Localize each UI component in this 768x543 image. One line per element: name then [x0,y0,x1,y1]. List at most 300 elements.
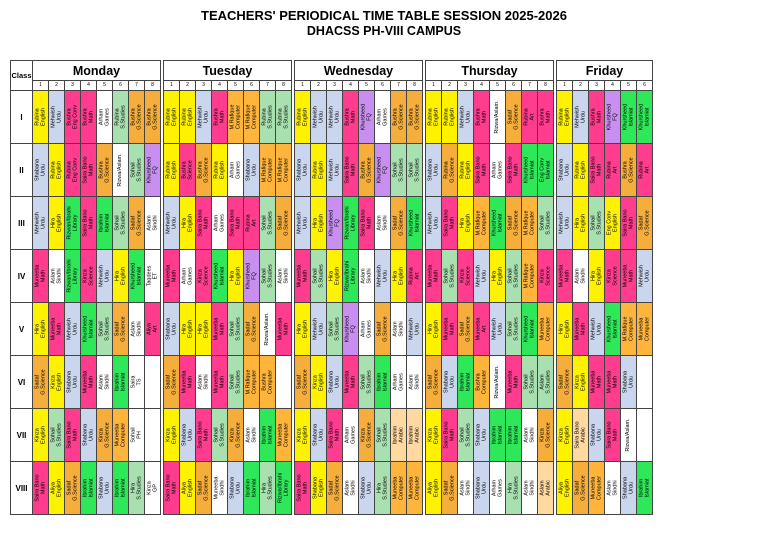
cell-text [575,303,586,356]
cell-text [297,409,308,462]
teacher-name: Muneeba [426,264,433,288]
timetable-cell [605,409,621,462]
timetable-cell [375,197,391,250]
teacher-name: Shabana [65,370,72,394]
timetable-cell [180,144,196,197]
timetable-cell [228,409,244,462]
subject-name: Math [544,110,551,124]
cell-text [246,356,257,409]
subject-name: Math [432,269,439,283]
teacher-name: Ibrahim [458,372,465,392]
subject-name: Islamiat [119,372,126,392]
cell-text [198,144,209,197]
teacher-name: Sadaf [375,321,382,337]
subject-name: FQ [349,325,356,333]
teacher-name: Rubina [212,161,219,179]
teacher-name: Kinza [164,428,171,442]
subject-name: Islamiat [87,478,94,498]
cell-text [182,356,193,409]
cell-text [246,144,257,197]
teacher-name: Kinza [228,428,235,442]
cell-text [67,303,78,356]
cell-text [262,250,273,303]
teacher-name: Khursheed [605,103,612,131]
cell-text [591,250,602,303]
timetable-cell [490,303,506,356]
cell-text [607,356,618,409]
cell-text [182,409,193,462]
timetable-cell [343,197,359,250]
timetable-cell [407,409,423,462]
teacher-name: Sohail [506,268,513,284]
cell-text [166,356,177,409]
cell-text [131,356,142,409]
teacher-name: Sohail [260,268,267,284]
timetable-cell [276,197,292,250]
period-number: 5 [359,81,375,91]
cell-text [591,303,602,356]
subject-name: Urdu [333,111,340,123]
subject-name: Sindhi [528,427,535,443]
period-number: 1 [164,81,180,91]
teacher-name: Shabana [557,158,564,182]
teacher-name: Rizwan/Ibrahi [65,259,72,293]
cell-text [313,250,324,303]
timetable-cell [573,197,589,250]
teacher-name: Rubina [311,161,318,179]
class-row [11,409,653,462]
timetable-cell [212,91,228,144]
teacher-name: M.Rafique [260,157,267,183]
subject-name: English [55,372,62,392]
teacher-name: Sadaf [506,109,513,125]
teacher-name: Muneeba [474,317,481,341]
teacher-name: Arham [391,373,398,391]
cell-text [246,409,257,462]
cell-text [230,462,241,515]
subject-name: Computer [480,210,487,236]
cell-text [607,144,618,197]
cell-text [495,91,501,144]
teacher-name: Hira [375,482,382,494]
timetable-cell [442,409,458,462]
subject-name: Sindhi [349,480,356,496]
cell-text [575,409,586,462]
teacher-name: Saira Bano [81,209,88,237]
subject-name: G.Science [39,369,46,395]
cell-text [508,250,519,303]
subject-name: FQ [381,166,388,174]
period-number: 3 [327,81,343,91]
teacher-name: Kinza [605,269,612,283]
timetable-cell [276,462,292,515]
subject-name: G.Science [512,210,519,236]
cell-text [198,250,209,303]
cell-text [297,462,308,515]
cell-text [35,303,46,356]
timetable-cell [276,356,292,409]
teacher-name: Rubina [33,108,40,126]
subject-name: Islamiat [627,107,634,127]
teacher-name: Hira [180,323,187,335]
cell-text [508,356,519,409]
timetable-cell [49,356,65,409]
cell-text [428,250,439,303]
teacher-name: Shabana [621,476,628,500]
subject-name: Math [333,428,340,442]
day-header-thursday: Thursday [426,61,554,81]
timetable-cell [506,144,522,197]
timetable-cell [65,144,81,197]
cell-text [198,356,209,409]
subject-name: Islamiat [611,319,618,339]
teacher-name: Hira [228,270,235,282]
teacher-name: M.Rafique [244,369,251,395]
timetable-cell [212,303,228,356]
cell-text [428,197,439,250]
cell-text [67,250,78,303]
cell-text [83,250,94,303]
timetable-cell [49,409,65,462]
timetable-cell [474,303,490,356]
subject-name: Math [480,110,487,124]
timetable-cell [458,409,474,462]
teacher-name: Sadaf [458,321,465,337]
cell-text [444,303,455,356]
cell-text [115,250,126,303]
period-number: 2 [442,81,458,91]
teacher-name: Shabana [81,423,88,447]
subject-name: English [170,425,177,445]
timetable-cell [180,197,196,250]
timetable-cell [573,303,589,356]
timetable-cell [260,303,276,356]
timetable-cell [311,91,327,144]
timetable-cell [33,356,49,409]
subject-name: Computer [413,475,420,501]
subject-name: Math [55,322,62,336]
teacher-name: Khursheed [407,209,414,237]
cell-text [345,91,356,144]
timetable-cell [458,250,474,303]
timetable-cell [589,250,605,303]
timetable-cell [637,197,653,250]
timetable-cell [557,250,573,303]
subject-name: Math [282,322,289,336]
cell-text [476,250,487,303]
cell-text [118,144,124,197]
cell-text [313,144,324,197]
cell-text [182,144,193,197]
teacher-name [149,381,155,383]
period-number: 6 [637,81,653,91]
subject-name: Art [611,166,618,174]
subject-name: Games [234,161,241,179]
cell-text [35,462,46,515]
cell-text [329,462,340,515]
timetable-cell [97,144,113,197]
cell-text [345,409,356,462]
subject-name: S.Studies [464,423,471,447]
subject-name: Games [381,108,388,126]
cell-text [492,197,503,250]
cell-text [131,197,142,250]
cell-text [639,91,650,144]
subject-name: Islamiat [512,425,519,445]
teacher-name: Muneeba [343,370,350,394]
subject-name: G.Science [365,157,372,183]
teacher-name: Bushra [180,161,187,179]
timetable-cell [164,409,180,462]
cell-text [67,144,78,197]
timetable-cell [490,356,506,409]
cell-text [492,250,503,303]
teacher-name: Shabana [474,476,481,500]
subject-name: Computer [282,422,289,448]
teacher-name: Shabana [311,476,318,500]
teacher-name: Muneeba [557,264,564,288]
day-header-tuesday: Tuesday [164,61,292,81]
cell-text [409,144,420,197]
cell-text [278,197,289,250]
timetable-cell [311,462,327,515]
cell-text [524,91,535,144]
cell-text [329,356,340,409]
cell-text [166,409,177,462]
timetable-cell [260,356,276,409]
subject-name: English [317,213,324,233]
teacher-name: Bushra [145,108,152,126]
cell-text [297,197,308,250]
cell-text [540,144,551,197]
subject-name: Urdu [595,323,602,335]
subject-name: Math [349,163,356,177]
cell-text [262,409,273,462]
cell-text [444,356,455,409]
cell-text [393,462,404,515]
subject-name: Math [448,322,455,336]
subject-name: Urdu [480,482,487,494]
timetable-cell [490,91,506,144]
timetable-cell [589,144,605,197]
timetable-cell [375,144,391,197]
cell-text [409,250,420,303]
subject-name: S.Studies [413,158,420,182]
subject-name: Sindhi [103,374,110,390]
subject-name: FQ [250,272,257,280]
timetable-cell [164,250,180,303]
cell-text [444,91,455,144]
cell-text [131,250,142,303]
timetable-cell [375,303,391,356]
subject-name: English [317,160,324,180]
teacher-name: Arham [180,267,187,285]
teacher-name: Sohail [228,321,235,337]
period-number: 4 [81,81,97,91]
subject-name: English [202,319,209,339]
cell-text [214,91,225,144]
teacher-name: Khursheed [375,156,382,184]
subject-name: Islamiat [103,213,110,233]
timetable-cell [426,250,442,303]
timetable-cell [442,144,458,197]
subject-name: Computer [250,104,257,130]
teacher-name: Khursheed [327,209,334,237]
subject-name: Urdu [579,111,586,123]
subject-name: S.Studies [234,317,241,341]
timetable-cell [196,356,212,409]
subject-name: Urdu [186,429,193,441]
timetable-cell [605,197,621,250]
timetable-cell [228,197,244,250]
cell-text [281,356,287,409]
cell-text [147,144,158,197]
timetable-cell [621,409,637,462]
class-row [11,91,653,144]
timetable-cell [391,462,407,515]
subject-name: G.Science [448,475,455,501]
timetable-cell [81,91,97,144]
subject-name: Games [365,320,372,338]
teacher-name: Rubina [295,108,302,126]
subject-name: S.Studies [266,476,273,500]
teacher-name: Hira [327,270,334,282]
cell-text [559,462,570,515]
cell-text [99,303,110,356]
subject-name: Urdu [627,376,634,388]
timetable-cell [474,356,490,409]
teacher-name: Shabana [295,158,302,182]
timetable-cell [458,303,474,356]
timetable-cell [426,144,442,197]
subject-name: S.Studies [595,211,602,235]
timetable-cell [522,462,538,515]
teacher-name: Mehwish [407,318,414,340]
cell-text [297,250,308,303]
cell-text [508,197,519,250]
teacher-name: Kinza [33,428,40,442]
timetable [10,60,653,515]
subject-name: Sindhi [202,374,209,390]
subject-name: English [496,266,503,286]
cell-text [428,144,439,197]
subject-name: Library [349,214,356,232]
teacher-name: Muneeba [49,317,56,341]
cell-text [230,91,241,144]
timetable-cell [637,303,653,356]
timetable-cell [295,144,311,197]
teacher-name: Hira [490,270,497,282]
teacher-name: Hira [506,482,513,494]
teacher-name: Ibrahim [506,425,513,445]
period-number: 6 [375,81,391,91]
cell-text [559,144,570,197]
teacher-name: Saira [129,375,136,389]
subject-name: Urdu [480,429,487,441]
cell-text [131,303,142,356]
subject-name: TS [135,378,142,386]
cell-text [198,462,209,515]
timetable-cell [474,197,490,250]
timetable-cell [458,462,474,515]
subject-name: G.Science [381,316,388,342]
teacher-name: Hira [311,217,318,229]
cell-text [214,303,225,356]
cell-text [540,409,551,462]
page-title: TEACHERS' PERIODICAL TIME TABLE SESSION 2025-2026 [201,8,567,23]
period-number: 4 [212,81,228,91]
subject-name: Math [301,269,308,283]
subject-name: S.Studies [218,423,225,447]
teacher-name: Arham [375,108,382,126]
teacher-name: Bushra [474,108,481,126]
teacher-name: Taqdees [145,265,152,287]
cell-text [51,250,62,303]
timetable-cell [426,356,442,409]
teacher-name: Khursheed [81,315,88,343]
cell-text [444,197,455,250]
teacher-name: Aliya [145,323,152,335]
subject-name: S.Studies [381,476,388,500]
subject-name: Urdu [55,111,62,123]
timetable-cell [164,91,180,144]
timetable-cell [407,250,423,303]
timetable-cell [295,250,311,303]
timetable-cell [49,91,65,144]
cell-text [575,144,586,197]
timetable-cell [605,462,621,515]
subject-name: G.Science [365,422,372,448]
teacher-name: Sohail [97,321,104,337]
teacher-name: Muneeba [538,317,545,341]
subject-name: Math [448,428,455,442]
subject-name: English [301,319,308,339]
subject-name: English [39,319,46,339]
timetable-cell [522,144,538,197]
subject-name: Urdu [71,376,78,388]
teacher-name: Saira Bano [343,156,350,184]
subject-name: Urdu [563,217,570,229]
timetable-cell [538,409,554,462]
cell-text [198,409,209,462]
timetable-cell [621,303,637,356]
timetable-cell [49,303,65,356]
teacher-name: M.Rafique [621,316,628,342]
timetable-cell [164,462,180,515]
subject-name: G.Science [234,422,241,448]
cell-text [623,250,634,303]
cell-text [329,409,340,462]
cell-text [524,303,535,356]
timetable-cell [196,462,212,515]
cell-text [540,91,551,144]
subject-name: English [301,425,308,445]
teacher-name: Bushra [474,373,481,391]
teacher-name: Bushra [538,108,545,126]
subject-name: Sindhi [611,480,618,496]
cell-text [230,303,241,356]
subject-name: G.Science [135,104,142,130]
timetable-cell [260,250,276,303]
cell-text [230,356,241,409]
timetable-cell [490,250,506,303]
teacher-name: Aslam [196,374,203,390]
timetable-cell [244,197,260,250]
timetable-cell [113,250,129,303]
subject-name: FQ [151,166,158,174]
timetable-cell [212,409,228,462]
cell-text [166,144,177,197]
